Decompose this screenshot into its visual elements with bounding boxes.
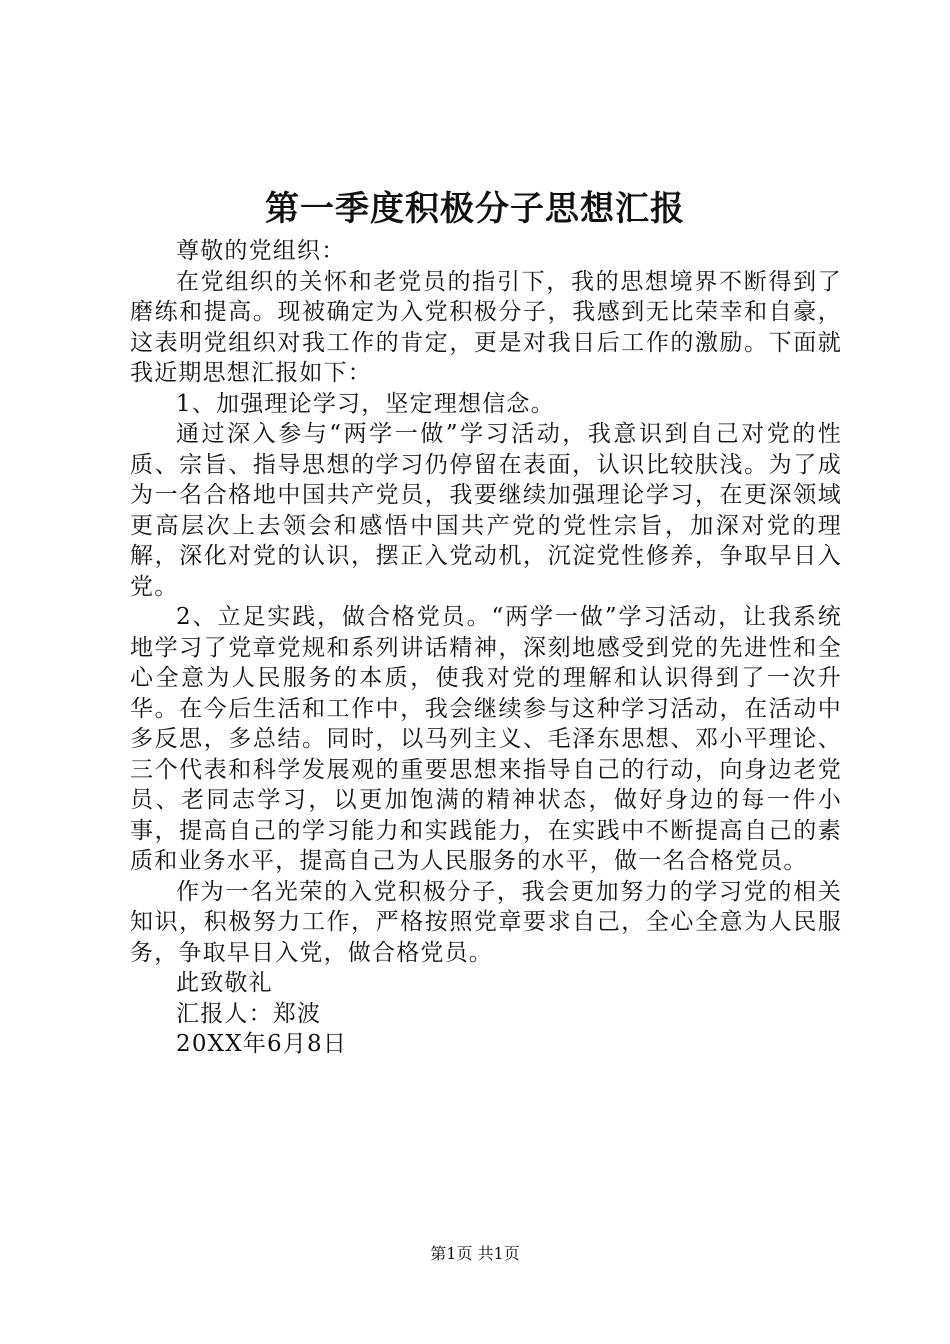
page-footer: 第1页 共1页 [430, 1244, 520, 1263]
paragraph-heading-1: 1、加强理论学习，坚定理想信念。 [176, 390, 555, 417]
paragraph-conclusion: 作为一名光荣的入党积极分子，我会更加努力的学习党的相关知识，积极努力工作，严格按照党章要求自己，全心全意为人民服务，争取早日入党，做合格党员。 [130, 878, 842, 966]
document-body [130, 236, 842, 1060]
paragraph-theory-study: 通过深入参与“两学一做”学习活动，我意识到自己对党的性质、宗旨、指导思想的学习仍停留在表面，认识比较肤浅。为了成为一名合格地中国共产党员，我要继续加强理论学习，在更深领域更高层次上去领会和感悟中国共产党的党性宗旨，加深对党的理解，深化对党的认识，摆正入党动机，沉淀党性修养，争取早日入党。 [130, 421, 842, 600]
report-date: 20XX年6月8日 [176, 1031, 348, 1057]
paragraph-practice: 2、立足实践，做合格党员。“两学一做”学习活动，让我系统地学习了党章党规和系列讲话精神，深刻地感受到党的先进性和全心全意为人民服务的本质，使我对党的理解和认识得到了一次升华。在今后生活和工作中，我会继续参与这种学习活动，在活动中多反思，多总结。同时，以马列主义、毛泽东思想、邓小平理论、三个代表和科学发展观的重要思想来指导自己的行动，向身边老党员、老同志学习，以更加饱满的精神状态，做好身边的每一件小事，提高自己的学习能力和实践能力，在实践中不断提高自己的素质和业务水平，提高自己为人民服务的水平，做一名合格党员。 [130, 604, 842, 874]
closing-salute: 此致敬礼 [176, 970, 273, 996]
reporter-name: 汇报人：郑波 [176, 1000, 322, 1027]
salutation: 尊敬的党组织： [176, 238, 346, 264]
document-title: 第一季度积极分子思想汇报 [265, 189, 685, 229]
paragraph-intro: 在党组织的关怀和老党员的指引下，我的思想境界不断得到了磨练和提高。现被确定为入党积极分子，我感到无比荣幸和自豪，这表明党组织对我工作的肯定，更是对我日后工作的激励。下面就我近期思想汇报如下： [130, 268, 842, 386]
